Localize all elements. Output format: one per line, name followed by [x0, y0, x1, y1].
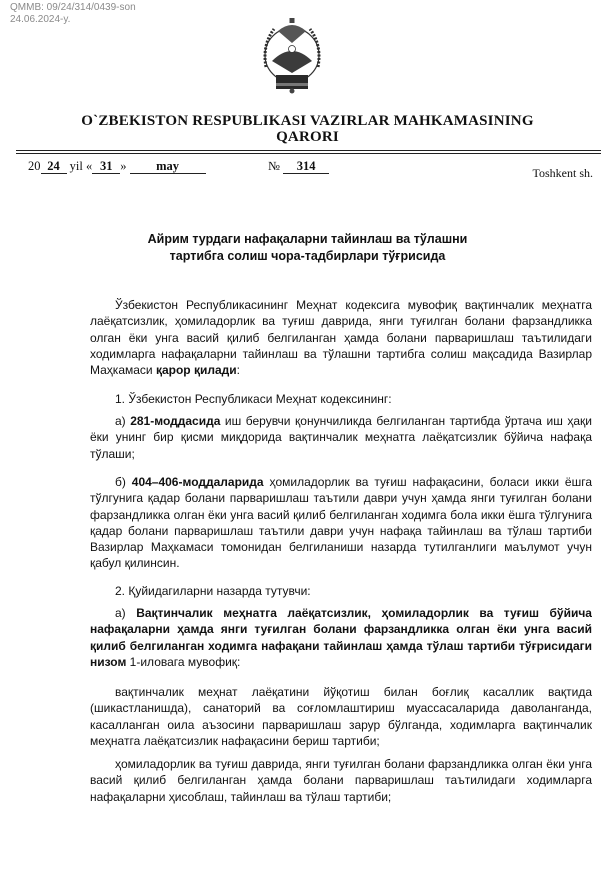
number-line [268, 159, 329, 174]
organization-title: O`ZBEKISTON RESPUBLIKASI VAZIRLAR MAHKAMASINING [81, 113, 534, 129]
clause-1a-text: иш берувчи қонунчиликда белгиланган тартибда ўртача иш ҳақи ёки унинг бир қисми миқдорида вақтинчалик меҳнатга лаёқатсизлик бўйича нафақа тўлаши; [90, 414, 592, 461]
clause-1a [90, 413, 592, 462]
quote-open: « [85, 159, 93, 173]
clause-2a-prefix: а) [115, 606, 137, 620]
clause-2a [90, 605, 592, 670]
clause-1b-text: ҳомиладорлик ва туғиш нафақасини, боласи икки ёшга тўлгунига қадар болани парваришлаш таътили даври учун ҳамда янги туғилган болани фарзандликка олган ёки унга васий қилиб белгиланган ходимга бола икки ёшга тўлгунига қадар болани парваришлаш таътили даври учун нафақа тайинлаш ва тўлаш тартиби Вазирлар Маҳкамаси томонидан белгиланиши назарда тутилганлиги маълумот учун қабул қилинсин. [90, 475, 593, 571]
clause-1a-article: 281-моддасида [130, 414, 221, 428]
document-type: QARORI [276, 129, 339, 145]
clause-2a-item-1: вақтинчалик меҳнат лаёқатини йўқотиш билан боғлиқ касаллик вақтида (шикастланишда), санаторий ва соғломлаштириш муассасаларида даволанганда, касалланган оила аъзосини парваришлаш зарур бўлганда, ходимларга вақтинчалик меҳнатга лаёқатсизлик нафақасини бериш тартиби; [90, 685, 592, 748]
clause-1b-prefix: б) [115, 475, 132, 489]
month-value: may [130, 159, 206, 174]
clause-1: 1. Ўзбекистон Республикаси Меҳнат кодексининг: [115, 392, 392, 406]
decree-title-line1: Айрим турдаги нафақаларни тайинлаш ва тўлашни [147, 232, 468, 246]
decree-title-line2: тартибга солиш чора-тадбирлари тўғрисида [169, 249, 446, 263]
clause-1a-prefix: а) [115, 414, 131, 428]
date-line [28, 159, 206, 174]
year-value: 24 [41, 159, 67, 174]
quote-close: » [120, 159, 127, 173]
registration-date: 24.06.2024-y. [10, 14, 71, 25]
header-rule-thin [16, 153, 601, 154]
preamble-text: Ўзбекистон Республикасининг Меҳнат кодексига мувофиқ вақтинчалик меҳнатга лаёқатсизлик, ҳомиладорлик ва туғиш даврида, янги туғилган болани фарзандликка олган ёки унга васий қилиб белгиланган ҳамда болани парваришлаш таътилидаги ходимларга нафақаларни тайинлаш ва тўлашни тартибга солиш мақсадида Вазирлар Маҳкамаси [90, 298, 592, 378]
clause-1b-articles: 404–406-моддаларида [131, 475, 264, 489]
clause-2a-regulation: Вақтинчалик меҳнатга лаёқатсизлик, ҳомиладорлик ва туғиш бўйича нафақаларни ҳамда янги туғилган болани фарзандликка олган ёки унга васий қилиб белгиланган ходимга нафақани тайинлаш ҳамда тўлаш тартиби тўғрисидаги низом [90, 606, 592, 669]
year-word: yil [69, 159, 83, 173]
decree-number: 314 [283, 159, 329, 174]
registration-number: QMMB: 09/24/314/0439-son [10, 2, 136, 13]
registration-stamp [10, 2, 136, 26]
preamble-colon: : [236, 363, 240, 378]
state-emblem-icon [256, 15, 328, 99]
preamble-decision: қарор қилади [155, 363, 237, 378]
issue-place: Toshkent sh. [532, 166, 593, 180]
clause-2a-text: 1-иловага мувофиқ: [126, 654, 241, 669]
clause-2: 2. Қуйидагиларни назарда тутувчи: [115, 584, 311, 598]
header-rule-thick [16, 150, 601, 151]
number-sign: № [268, 159, 280, 173]
day-value: 31 [92, 159, 120, 174]
year-prefix: 20 [28, 159, 41, 173]
clause-2a-item-2: ҳомиладорлик ва туғиш даврида, янги туғилган болани фарзандликка олган ёки унга васий қилиб белгиланган ҳамда болани парваришлаш таътилидаги ходимларга нафақаларни ҳисоблаш, тайинлаш ва тўлаш тартиби; [90, 757, 592, 804]
clause-1b [90, 474, 592, 572]
preamble-paragraph [90, 297, 592, 378]
